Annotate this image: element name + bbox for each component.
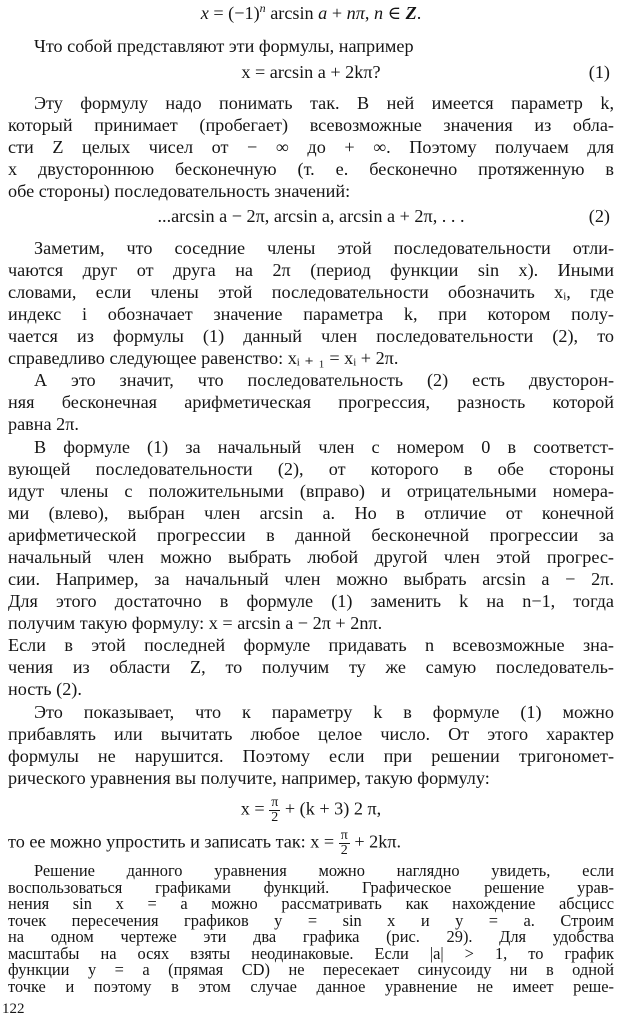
- formula-3-denominator: 2: [271, 810, 279, 825]
- paragraph-3-line: Заметим, что соседние члены этой последовательности отли-: [34, 238, 614, 258]
- paragraph-8-line: нения sin x = a можно рассматривать как нахождение абсцисс: [8, 894, 614, 913]
- paragraph-5-line: сии. Например, за начальный член можно выбрать arcsin a − 2π.: [8, 569, 614, 589]
- paragraph-5-line: вующей последовательности (2), от которого в обе стороны: [8, 459, 614, 479]
- paragraph-7-line: прибавлять или вычитать любое целое число. От этого характер: [8, 724, 614, 744]
- top-formula-a: a: [318, 3, 328, 23]
- formula-1-number: (1): [588, 62, 610, 82]
- paragraph-3-line: индекс i обозначает значение параметра k, при котором полу-: [8, 304, 614, 324]
- paragraph-3-line: чается из формулы (1) данный член последовательности (2), то: [8, 326, 614, 346]
- paragraph-8-line: воспользоваться графиками функций. Графическое решение урав-: [8, 878, 614, 897]
- top-formula-plus: +: [327, 3, 347, 23]
- paragraph-7-after-numerator: π: [340, 828, 348, 843]
- paragraph-8-line: функции y = a (прямая CD) не пересекает синусоиду ни в одной: [8, 960, 614, 979]
- top-formula-arcsin: arcsin: [265, 3, 319, 23]
- paragraph-7-after: [8, 828, 614, 858]
- formula-3-lhs: x =: [240, 798, 270, 819]
- paragraph-8-line: точек пересечения графиков y = sin x и y = a. Строим: [8, 911, 614, 930]
- paragraph-8-line: точке и поэтому в этом случае данное уравнение не имеет реше-: [8, 977, 614, 996]
- paragraph-8-line: на одном чертеже эти два графика (рис. 29). Для удобства: [8, 927, 614, 946]
- paragraph-6-line: ность (2).: [8, 679, 82, 699]
- top-formula: [8, 2, 614, 24]
- paragraph-5-line: Для этого достаточно в формуле (1) заменить k на n−1, тогда: [8, 591, 614, 611]
- paragraph-2-line: обе стороны) последовательность значений:: [8, 181, 351, 201]
- paragraph-4-line: няя бесконечная арифметическая прогрессия, разность которой: [8, 392, 614, 412]
- paragraph-5-line: арифметической прогрессии в данной бесконечной прогрессии за: [8, 525, 614, 545]
- paragraph-5-line: идут члены с положительными (вправо) и отрицательными номера-: [8, 481, 614, 501]
- top-formula-in: ∈: [383, 3, 406, 23]
- paragraph-6-line: Если в этой последней формуле придавать n всевозможные зна-: [8, 635, 614, 655]
- top-formula-eq: = (−1): [208, 3, 260, 23]
- paragraph-2-line: Эту формулу надо понимать так. В ней имеется параметр k,: [34, 93, 614, 113]
- top-formula-x: x: [200, 3, 209, 23]
- formula-2-number: (2): [588, 206, 610, 226]
- paragraph-7-line: Это показывает, что к параметру k в формуле (1) можно: [34, 702, 614, 722]
- top-formula-comma: ,: [364, 3, 374, 23]
- paragraph-7-line: формулы не нарушится. Поэтому если при решении тригономет-: [8, 746, 614, 766]
- paragraph-6-line: чения из области Z, то получим ту же самую последователь-: [8, 657, 614, 677]
- paragraph-5-line: начальный член можно выбрать любой другой член этой прогрес-: [8, 547, 614, 567]
- paragraph-2-line: x двустороннюю бесконечную (т. е. бесконечно протяженную в: [8, 159, 614, 179]
- paragraph-5-line: получим такую формулу: x = arcsin a − 2π + 2nπ.: [8, 613, 383, 633]
- paragraph-8-line: Решение данного уравнения можно наглядно увидеть, если: [34, 861, 614, 880]
- paragraph-1-line: Что собой представляют эти формулы, например: [34, 36, 414, 56]
- formula-3-rest: + (k + 3) 2 π,: [280, 798, 382, 819]
- formula-3-fraction: [269, 796, 280, 825]
- top-formula-dot: .: [416, 3, 422, 23]
- paragraph-3-line: словами, если члены этой последовательности обозначить xᵢ, где: [8, 282, 614, 302]
- paragraph-2-line: сти Z целых чисел от − ∞ до + ∞. Поэтому получаем для: [8, 137, 614, 157]
- formula-3: [8, 795, 614, 825]
- top-formula-npi: nπ: [346, 3, 365, 23]
- formula-2: ...arcsin a − 2π, arcsin a, arcsin a + 2π, . . .: [157, 206, 465, 226]
- paragraph-5-line: ми (влево), выбран член arcsin a. Но в отличие от конечной: [8, 503, 614, 523]
- top-formula-n: n: [373, 3, 384, 23]
- paragraph-2-line: который принимает (пробегает) всевозможные значения из обла-: [8, 115, 614, 135]
- paragraph-7-line: рического уравнения вы получите, например, такую формулу:: [8, 768, 490, 788]
- page-number: 122: [2, 1001, 25, 1017]
- formula-1: x = arcsin a + 2kπ?: [241, 62, 381, 82]
- paragraph-7-after-denominator: 2: [340, 843, 348, 858]
- paragraph-4-line: равна 2π.: [8, 414, 79, 434]
- paragraph-3-line: справедливо следующее равенство: xᵢ ₊ ₁ = xᵢ + 2π.: [8, 348, 399, 368]
- paragraph-8-line: масштабы на осях взяты неодинаковые. Если |a| > 1, то график: [8, 944, 614, 963]
- paragraph-7-after-text: то ее можно упростить и записать так: x =: [8, 831, 339, 852]
- paragraph-5-line: В формуле (1) за начальный член с номером 0 в соответст-: [34, 437, 614, 457]
- formula-3-numerator: π: [271, 795, 279, 810]
- top-formula-power: n: [259, 0, 266, 15]
- paragraph-7-after-rest: + 2kπ.: [349, 831, 402, 852]
- paragraph-3-line: чаются друг от друга на 2π (период функции sin x). Иными: [8, 260, 614, 280]
- paragraph-4-line: А это значит, что последовательность (2) есть двусторон-: [34, 370, 614, 390]
- top-formula-z: Z: [405, 3, 417, 23]
- paragraph-7-after-fraction: [339, 829, 350, 858]
